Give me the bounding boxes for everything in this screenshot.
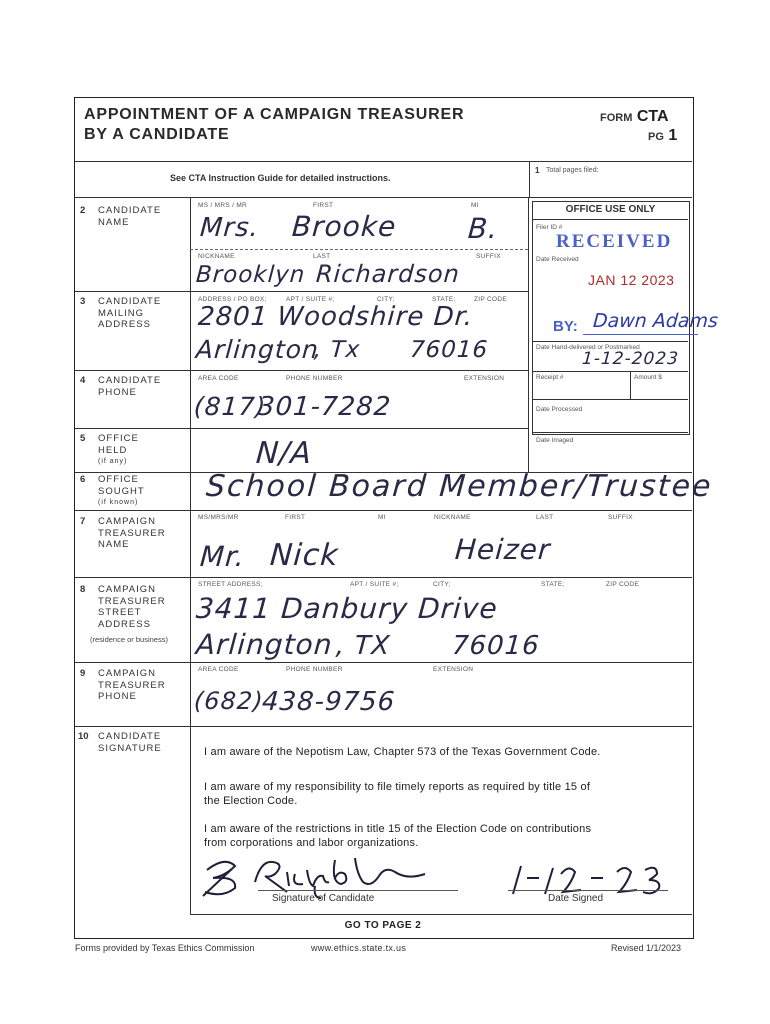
total-pages-label: Total pages filed: (546, 167, 599, 174)
candidate-street-address: 2801 Woodshire Dr. (196, 302, 475, 332)
treasurer-state: , TX (334, 631, 392, 661)
filer-id-label: Filer ID # (536, 224, 563, 231)
section-number: 6 (80, 474, 86, 485)
field-label: ADDRESS / PO BOX; (198, 296, 267, 303)
field-label: CITY; (433, 581, 451, 588)
section-label-line: CAMPAIGN (98, 668, 156, 679)
field-label: STREET ADDRESS; (198, 581, 263, 588)
candidate-nickname: Brooklyn (195, 262, 307, 288)
footer-website: www.ethics.state.tx.us (311, 943, 407, 953)
section-label-line: CANDIDATE (98, 296, 162, 307)
date-processed-label: Date Processed (536, 406, 583, 413)
divider (533, 219, 688, 220)
divider (533, 432, 688, 433)
field-label: SUFFIX (608, 514, 633, 521)
reports-statement (204, 780, 590, 808)
treasurer-city: Arlington (194, 628, 334, 661)
section-label (98, 296, 161, 331)
divider (533, 341, 688, 342)
field-label: NICKNAME (434, 514, 471, 521)
statement-line: from corporations and labor organizations. (204, 837, 419, 849)
field-label: PHONE NUMBER (286, 375, 343, 382)
go-to-page-label: GO TO PAGE 2 (344, 920, 422, 931)
treasurer-area-code: (682) (193, 687, 265, 715)
section-label-line: CANDIDATE (98, 205, 162, 216)
received-stamp: RECEIVED (556, 231, 673, 252)
section-label-line: OFFICE (98, 433, 139, 444)
divider (75, 197, 692, 198)
candidate-middle-initial: B. (466, 212, 500, 245)
form-title-line1: APPOINTMENT OF A CAMPAIGN TREASURER (84, 106, 465, 123)
instructions-note: See CTA Instruction Guide for detailed instructions. (170, 173, 391, 183)
section-label-line: SOUGHT (98, 485, 145, 497)
field-label: MS/MRS/MR (198, 514, 239, 521)
section-label (98, 474, 145, 509)
signature-line (258, 890, 458, 891)
section-label-line: ADDRESS (98, 618, 151, 630)
receipt-label: Receipt # (536, 374, 564, 381)
field-label: STATE; (541, 581, 565, 588)
date-received-stamp: JAN 12 2023 (588, 272, 675, 288)
footer-provided-by: Forms provided by Texas Ethics Commission (75, 943, 255, 953)
section-label (98, 433, 139, 468)
field-label: FIRST (285, 514, 306, 521)
divider (75, 662, 692, 663)
section-number: 8 (80, 584, 86, 595)
field-label: EXTENSION (464, 375, 505, 382)
section-label (98, 668, 166, 703)
candidate-area-code: (817) (192, 392, 268, 421)
field-label: AREA CODE (198, 666, 239, 673)
divider (75, 577, 692, 578)
field-label: MI (378, 514, 386, 521)
form-code-value: CTA (636, 108, 669, 125)
treasurer-phone-number: 438-9756 (260, 687, 397, 717)
section-label-line: PHONE (98, 386, 137, 398)
section-label-line: (if known) (98, 499, 139, 506)
field-label: MS / MRS / MR (198, 202, 248, 209)
field-label: SUFFIX (476, 253, 501, 260)
office-use-title: OFFICE USE ONLY (565, 204, 656, 215)
divider (190, 914, 692, 915)
candidate-city: Arlington (194, 335, 320, 364)
section-label (98, 205, 161, 228)
field-label: EXTENSION (433, 666, 474, 673)
office-held-value: N/A (254, 436, 314, 471)
section-label-line: TREASURER (98, 595, 166, 607)
page-number: 1 (668, 127, 678, 144)
date-signed-line (508, 890, 668, 891)
signature-label: Signature of Candidate (272, 893, 375, 904)
divider (190, 249, 528, 250)
statement-line: the Election Code. (204, 795, 298, 807)
section-label-line: HELD (98, 444, 128, 456)
divider (583, 334, 698, 335)
section-label-line: PHONE (98, 691, 137, 702)
section-number: 4 (80, 375, 86, 386)
divider (75, 161, 692, 162)
date-imaged-label: Date Imaged (536, 437, 574, 444)
section-label-line: OFFICE (98, 474, 139, 485)
field-label: STATE; (432, 296, 456, 303)
section-label-line: NAME (98, 539, 130, 550)
section-label-line: NAME (98, 216, 130, 228)
field-label: PHONE NUMBER (286, 666, 343, 673)
section-number: 3 (80, 296, 86, 307)
nepotism-statement: I am aware of the Nepotism Law, Chapter 573 of the Texas Government Code. (204, 746, 601, 758)
page-indicator (648, 127, 677, 145)
section-label-line: CAMPAIGN (98, 584, 156, 595)
page-prefix: PG (648, 131, 664, 143)
form-code (600, 108, 669, 126)
section-label-note: (residence or business) (90, 635, 168, 644)
section-number: 5 (80, 433, 86, 444)
section-number: 7 (80, 516, 86, 527)
candidate-last-name: Richardson (315, 260, 461, 288)
treasurer-title: Mr. (198, 540, 247, 573)
section-label-line: MAILING (98, 307, 145, 319)
candidate-state: , Tx (313, 337, 362, 363)
amount-label: Amount $ (634, 374, 662, 381)
form-prefix: FORM (600, 112, 633, 124)
divider (75, 726, 692, 727)
restrictions-statement (204, 822, 591, 850)
section-number: 9 (80, 668, 86, 679)
field-label: NICKNAME (198, 253, 235, 260)
candidate-zip: 76016 (409, 337, 490, 363)
field-label: MI (471, 202, 479, 209)
section-label-line: CAMPAIGN (98, 516, 156, 527)
section-label (98, 731, 162, 754)
signature-date-drawing (505, 858, 675, 898)
section-label-line: (if any) (98, 458, 128, 465)
section-label-line: CANDIDATE (98, 731, 162, 742)
field-label: AREA CODE (198, 375, 239, 382)
footer-revised: Revised 1/1/2023 (611, 943, 682, 953)
divider (529, 161, 530, 197)
candidate-first-name: Brooke (290, 210, 398, 243)
section-label-line: CANDIDATE (98, 375, 162, 386)
section-label-line: ADDRESS (98, 319, 151, 330)
field-label: LAST (313, 253, 331, 260)
section-number: 2 (80, 205, 86, 216)
treasurer-last-name: Heizer (453, 533, 552, 566)
section-number: 10 (78, 731, 89, 742)
field-label: CITY; (377, 296, 395, 303)
by-signature: Dawn Adams (592, 310, 719, 332)
section-label (98, 584, 166, 630)
statement-line: I am aware of my responsibility to file timely reports as required by title 15 of (204, 781, 591, 793)
signature-date (505, 858, 675, 898)
field-label: APT / SUITE #; (350, 581, 399, 588)
date-received-label: Date Received (536, 256, 579, 263)
field-label: APT / SUITE #; (286, 296, 335, 303)
treasurer-first-name: Nick (268, 538, 340, 573)
section-label-line: SIGNATURE (98, 742, 162, 754)
divider (75, 291, 528, 292)
date-signed-label: Date Signed (548, 893, 604, 904)
total-pages-num: 1 (535, 166, 540, 175)
field-label: FIRST (313, 202, 334, 209)
divider (528, 197, 529, 472)
section-label-line: TREASURER (98, 679, 166, 691)
candidate-phone-number: 301-7282 (256, 392, 393, 422)
divider (533, 371, 688, 372)
section-label (98, 516, 166, 551)
section-label (98, 375, 161, 398)
section-label-line: STREET (98, 607, 142, 618)
divider (75, 370, 528, 371)
divider (75, 510, 692, 511)
office-sought-value: School Board Member/Trustee (204, 469, 714, 504)
hand-delivered-date: 1-12-2023 (581, 349, 680, 369)
treasurer-street-address: 3411 Danbury Drive (194, 592, 499, 625)
divider (533, 399, 688, 400)
treasurer-zip: 76016 (450, 631, 541, 661)
divider (190, 197, 191, 914)
divider (630, 371, 631, 399)
candidate-title: Mrs. (198, 213, 260, 243)
by-label: BY: (553, 318, 578, 335)
hand-delivered-label: Date Hand-delivered or Postmarked (536, 344, 640, 351)
form-title-line2: BY A CANDIDATE (84, 126, 230, 143)
field-label: ZIP CODE (606, 581, 639, 588)
divider (75, 428, 528, 429)
field-label: ZIP CODE (474, 296, 507, 303)
statement-line: I am aware of the restrictions in title 15 of the Election Code on contributions (204, 823, 592, 835)
field-label: LAST (536, 514, 554, 521)
section-label-line: TREASURER (98, 527, 166, 539)
